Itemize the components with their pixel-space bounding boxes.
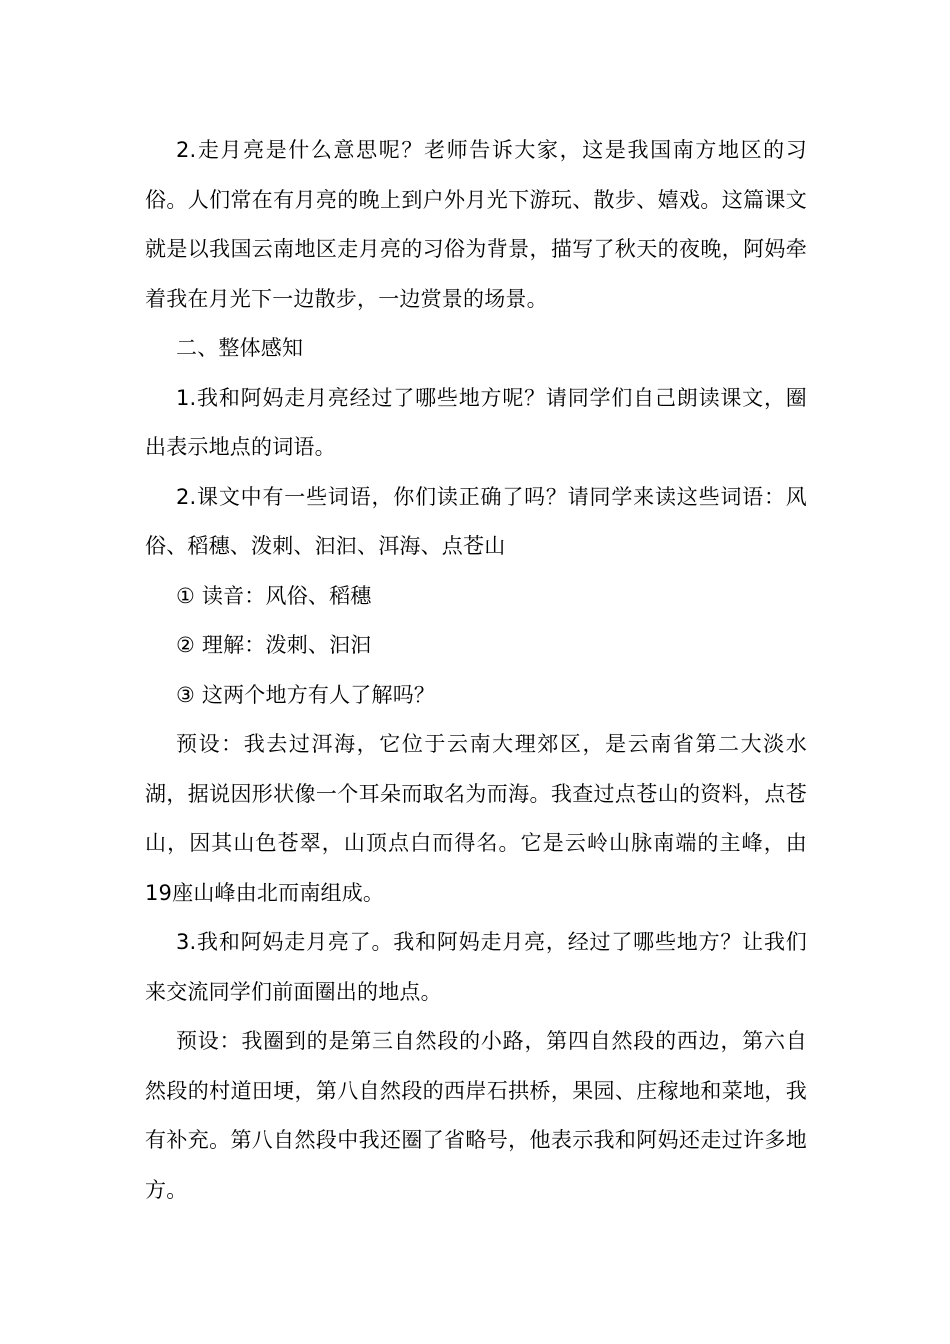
paragraph-question-route: 3.我和阿妈走月亮了。我和阿妈走月亮，经过了哪些地方？让我们来交流同学们前面圈出的地点。 bbox=[145, 930, 807, 1004]
paragraph-meaning-of-walking-moon: 2.走月亮是什么意思呢？老师告诉大家，这是我国南方地区的习俗。人们常在有月亮的晚上到户外月光下游玩、散步、嬉戏。这篇课文就是以我国云南地区走月亮的习俗为背景，描写了秋天的夜晚，阿妈牵着我在月光下一边散步，一边赏景的场景。 bbox=[145, 138, 807, 311]
list-item-pronunciation: ① 读音：风俗、稻穗 bbox=[176, 583, 372, 608]
paragraph-preset-route: 预设：我圈到的是第三自然段的小路，第四自然段的西边，第六自然段的村道田埂，第八自然段的西岸石拱桥，果园、庄稼地和菜地，我有补充。第八自然段中我还圈了省略号，他表示我和阿妈还走过许多地方。 bbox=[145, 1029, 807, 1202]
paragraph-question-words: 2.课文中有一些词语，你们读正确了吗？请同学来读这些词语：风俗、稻穗、泼刺、汩汩、洱海、点苍山 bbox=[145, 484, 807, 558]
section-heading-overall-perception: 二、整体感知 bbox=[176, 336, 304, 360]
list-item-places-question: ③ 这两个地方有人了解吗？ bbox=[176, 682, 436, 707]
document-page bbox=[145, 126, 807, 1215]
paragraph-preset-erhai: 预设：我去过洱海，它位于云南大理郊区，是云南省第二大淡水湖，据说因形状像一个耳朵而取名为而海。我查过点苍山的资料，点苍山，因其山色苍翠，山顶点白而得名。它是云岭山脉南端的主峰，由19座山峰由北而南组成。 bbox=[145, 732, 807, 905]
paragraph-question-places: 1.我和阿妈走月亮经过了哪些地方呢？请同学们自己朗读课文，圈出表示地点的词语。 bbox=[145, 385, 807, 459]
list-item-understanding: ② 理解：泼刺、汩汩 bbox=[176, 633, 372, 657]
